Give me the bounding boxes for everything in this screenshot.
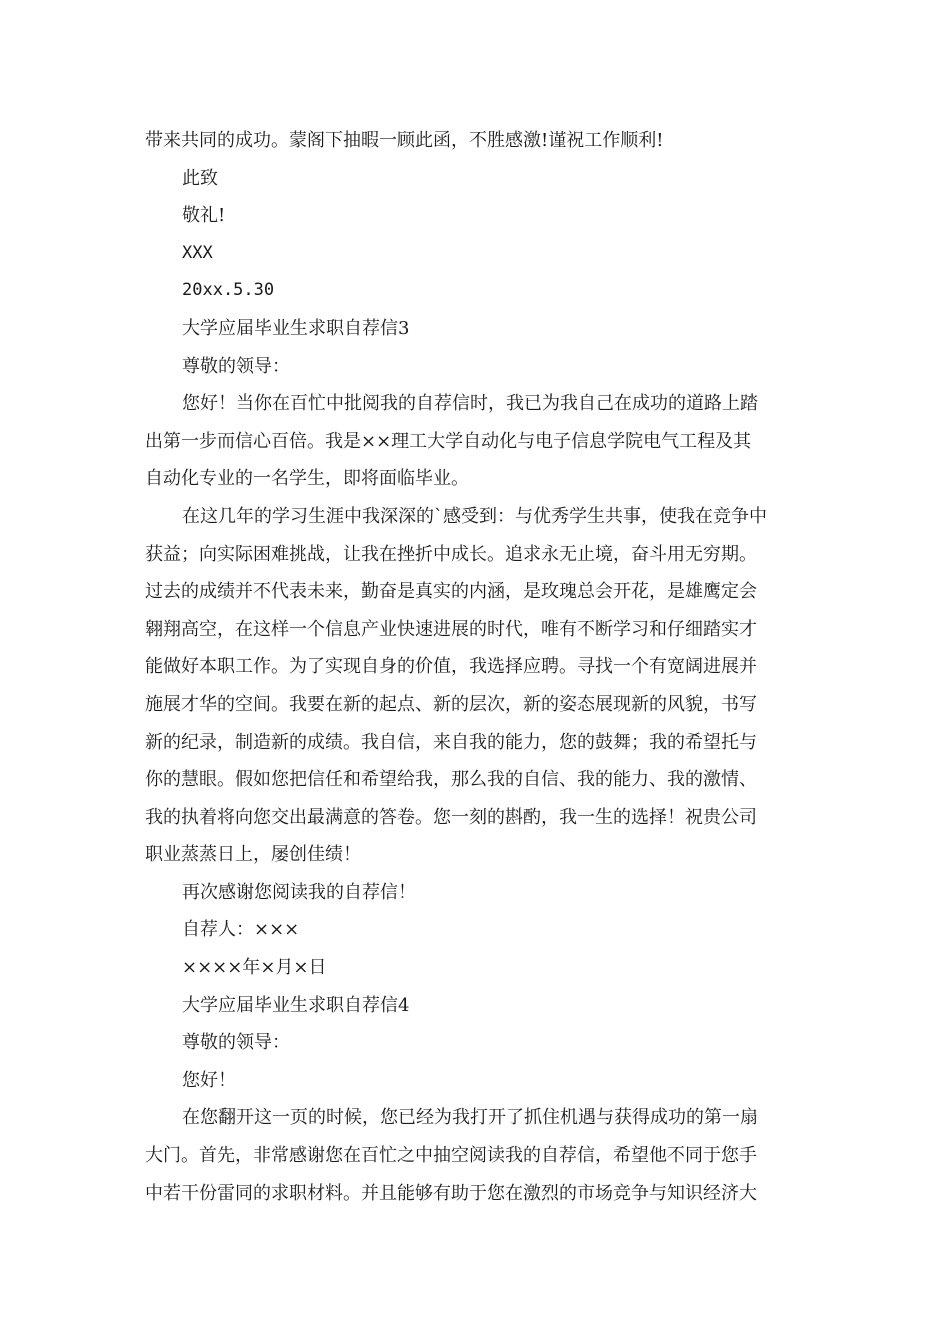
signature-date-placeholder: ××××年×月×日 [182, 957, 327, 979]
paragraph-line: 新的纪录，制造新的成绩。我自信，来自我的能力，您的鼓舞；我的希望托与 [145, 731, 757, 753]
salutation-cizhi: 此致 [182, 167, 218, 189]
thanks-line: 再次感谢您阅读我的自荐信！ [182, 881, 416, 903]
paragraph-line: 过去的成绩并不代表未来，勤奋是真实的内涵，是玫瑰总会开花，是雄鹰定会 [145, 581, 757, 603]
greeting-leader: 尊敬的领导： [182, 1032, 290, 1054]
section-heading-3: 大学应届毕业生求职自荐信3 [182, 317, 410, 339]
section-heading-4: 大学应届毕业生求职自荐信4 [182, 994, 410, 1016]
greeting-hello: 您好！ [182, 1069, 236, 1091]
paragraph-line: 我的执着将向您交出最满意的答卷。您一刻的斟酌，我一生的选择！祝贵公司 [145, 806, 757, 828]
paragraph-line: 你的慧眼。假如您把信任和希望给我，那么我的自信、我的能力、我的激情、 [145, 769, 757, 791]
paragraph-line: 能做好本职工作。为了实现自身的价值，我选择应聘。寻找一个有宽阔进展并 [145, 656, 757, 678]
signature-date: 20xx.5.30 [182, 280, 275, 301]
paragraph-line: 施展才华的空间。我要在新的起点、新的层次，新的姿态展现新的风貌，书写 [145, 693, 757, 715]
paragraph-line: 在您翻开这一页的时候，您已经为我打开了抓住机遇与获得成功的第一扇 [182, 1107, 758, 1129]
paragraph-line: 中若干份雷同的求职材料。并且能够有助于您在激烈的市场竞争与知识经济大 [145, 1182, 757, 1204]
signature-name: XXX [182, 242, 213, 263]
paragraph-line: 大门。首先，非常感谢您在百忙之中抽空阅读我的自荐信，希望他不同于您手 [145, 1145, 757, 1167]
paragraph-line: 您好！当你在百忙中批阅我的自荐信时，我已为我自己在成功的道路上踏 [182, 393, 758, 415]
paragraph-line: 自动化专业的一名学生，即将面临毕业。 [145, 468, 469, 490]
greeting-leader: 尊敬的领导： [182, 355, 290, 377]
paragraph-line: 获益；向实际困难挑战，让我在挫折中成长。追求永无止境，奋斗用无穷期。 [145, 543, 757, 565]
letter-body [145, 122, 810, 1212]
paragraph-line: 在这几年的学习生涯中我深深的`感受到：与优秀学生共事，使我在竞争中 [182, 505, 767, 527]
paragraph-line-closing: 带来共同的成功。蒙阁下抽暇一顾此函，不胜感激!谨祝工作顺利! [145, 130, 664, 151]
paragraph-line: 翱翔高空，在这样一个信息产业快速进展的时代，唯有不断学习和仔细踏实才 [145, 618, 757, 640]
salutation-jingli: 敬礼! [182, 205, 226, 227]
paragraph-line: 出第一步而信心百倍。我是××理工大学自动化与电子信息学院电气工程及其 [145, 430, 752, 452]
paragraph-line: 职业蒸蒸日上，屡创佳绩！ [145, 844, 361, 866]
signature-recommender: 自荐人：××× [182, 919, 300, 941]
